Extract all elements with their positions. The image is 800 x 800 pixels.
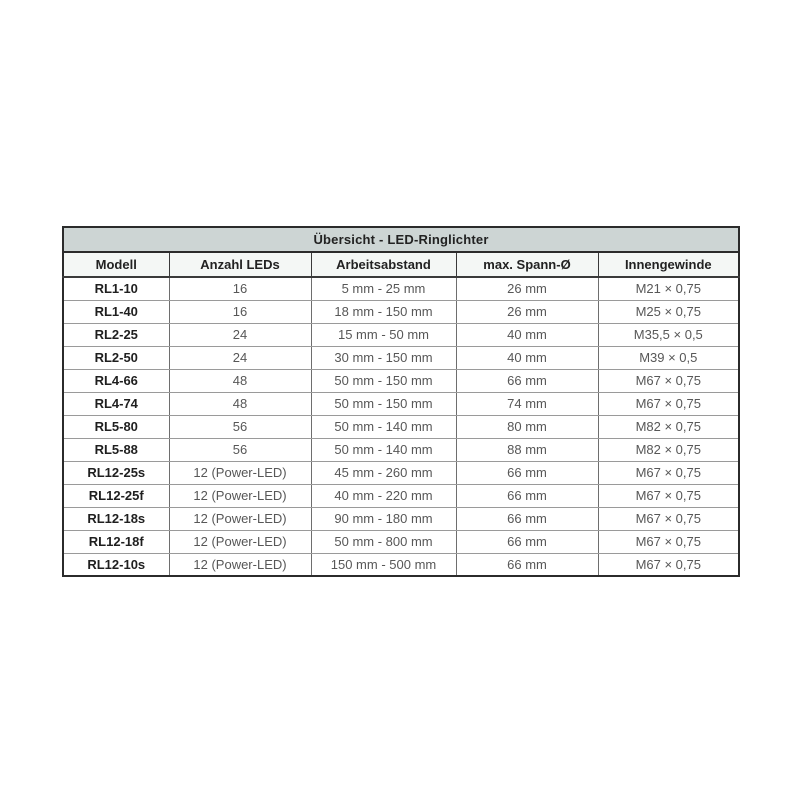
value-cell: 45 mm - 260 mm <box>311 461 456 484</box>
value-cell: 15 mm - 50 mm <box>311 323 456 346</box>
value-cell: 88 mm <box>456 438 598 461</box>
value-cell: M67 × 0,75 <box>598 484 739 507</box>
value-cell: 18 mm - 150 mm <box>311 300 456 323</box>
value-cell: 40 mm <box>456 323 598 346</box>
table-row <box>63 346 739 369</box>
table-row <box>63 277 739 300</box>
value-cell: 50 mm - 140 mm <box>311 415 456 438</box>
value-cell: 66 mm <box>456 553 598 576</box>
column-header: max. Spann-Ø <box>456 252 598 277</box>
table-row <box>63 300 739 323</box>
value-cell: M21 × 0,75 <box>598 277 739 300</box>
value-cell: 24 <box>169 323 311 346</box>
value-cell: M82 × 0,75 <box>598 438 739 461</box>
value-cell: M35,5 × 0,5 <box>598 323 739 346</box>
value-cell: 12 (Power-LED) <box>169 484 311 507</box>
value-cell: 50 mm - 140 mm <box>311 438 456 461</box>
value-cell: 5 mm - 25 mm <box>311 277 456 300</box>
value-cell: M67 × 0,75 <box>598 392 739 415</box>
column-header: Arbeitsabstand <box>311 252 456 277</box>
value-cell: 56 <box>169 415 311 438</box>
value-cell: 30 mm - 150 mm <box>311 346 456 369</box>
value-cell: 26 mm <box>456 300 598 323</box>
value-cell: M67 × 0,75 <box>598 369 739 392</box>
model-cell: RL2-25 <box>63 323 169 346</box>
table-title: Übersicht - LED-Ringlichter <box>63 227 739 252</box>
value-cell: 50 mm - 150 mm <box>311 369 456 392</box>
column-header: Modell <box>63 252 169 277</box>
value-cell: 66 mm <box>456 369 598 392</box>
value-cell: 66 mm <box>456 484 598 507</box>
value-cell: M67 × 0,75 <box>598 461 739 484</box>
table-row <box>63 438 739 461</box>
model-cell: RL4-74 <box>63 392 169 415</box>
model-cell: RL2-50 <box>63 346 169 369</box>
column-header: Innengewinde <box>598 252 739 277</box>
value-cell: 40 mm <box>456 346 598 369</box>
led-ringlight-spec-table <box>62 226 740 577</box>
value-cell: 26 mm <box>456 277 598 300</box>
model-cell: RL1-40 <box>63 300 169 323</box>
value-cell: M67 × 0,75 <box>598 553 739 576</box>
value-cell: 74 mm <box>456 392 598 415</box>
model-cell: RL12-25f <box>63 484 169 507</box>
model-cell: RL12-10s <box>63 553 169 576</box>
value-cell: 66 mm <box>456 461 598 484</box>
table-row <box>63 530 739 553</box>
table-row <box>63 461 739 484</box>
table-row <box>63 369 739 392</box>
value-cell: 48 <box>169 369 311 392</box>
value-cell: M25 × 0,75 <box>598 300 739 323</box>
title-row <box>63 227 739 252</box>
table-row <box>63 392 739 415</box>
value-cell: 50 mm - 800 mm <box>311 530 456 553</box>
value-cell: M39 × 0,5 <box>598 346 739 369</box>
model-cell: RL1-10 <box>63 277 169 300</box>
table-row <box>63 507 739 530</box>
value-cell: 12 (Power-LED) <box>169 530 311 553</box>
value-cell: 16 <box>169 277 311 300</box>
value-cell: M67 × 0,75 <box>598 507 739 530</box>
value-cell: M82 × 0,75 <box>598 415 739 438</box>
value-cell: 48 <box>169 392 311 415</box>
value-cell: 66 mm <box>456 530 598 553</box>
model-cell: RL12-18s <box>63 507 169 530</box>
table-row <box>63 553 739 576</box>
value-cell: 50 mm - 150 mm <box>311 392 456 415</box>
value-cell: 12 (Power-LED) <box>169 553 311 576</box>
table-row <box>63 323 739 346</box>
table-row <box>63 415 739 438</box>
value-cell: 80 mm <box>456 415 598 438</box>
value-cell: M67 × 0,75 <box>598 530 739 553</box>
value-cell: 66 mm <box>456 507 598 530</box>
model-cell: RL5-88 <box>63 438 169 461</box>
value-cell: 150 mm - 500 mm <box>311 553 456 576</box>
value-cell: 12 (Power-LED) <box>169 461 311 484</box>
value-cell: 16 <box>169 300 311 323</box>
value-cell: 90 mm - 180 mm <box>311 507 456 530</box>
model-cell: RL12-25s <box>63 461 169 484</box>
model-cell: RL4-66 <box>63 369 169 392</box>
table-row <box>63 484 739 507</box>
model-cell: RL12-18f <box>63 530 169 553</box>
value-cell: 24 <box>169 346 311 369</box>
column-header: Anzahl LEDs <box>169 252 311 277</box>
value-cell: 40 mm - 220 mm <box>311 484 456 507</box>
table-body <box>63 277 739 576</box>
value-cell: 56 <box>169 438 311 461</box>
value-cell: 12 (Power-LED) <box>169 507 311 530</box>
header-row <box>63 252 739 277</box>
model-cell: RL5-80 <box>63 415 169 438</box>
